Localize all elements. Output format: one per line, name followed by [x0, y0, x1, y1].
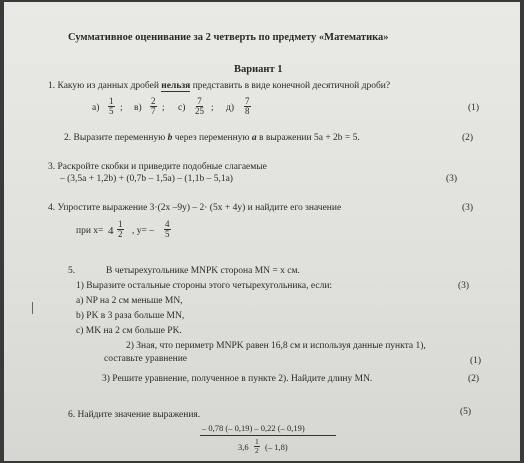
- variant-title: Вариант 1: [234, 64, 283, 75]
- q1-option-b-label: в): [134, 103, 142, 113]
- q1-option-a-fraction: $\frac{1}{5}$: [109, 96, 114, 116]
- q5-item-a: a) NP на 2 см меньше MN,: [76, 296, 183, 306]
- q4-points: (3): [462, 203, 474, 213]
- q1-text: 1. Какую из данных дробей нельзя представить в виде конечной десятичной дроби?: [48, 81, 391, 91]
- q1-option-b-fraction: $\frac{2}{7}$: [151, 96, 156, 116]
- q6-points: (5): [460, 407, 472, 417]
- q6-fraction-bar: [200, 435, 336, 436]
- q4-x-fraction: $\frac{1}{2}$: [118, 219, 123, 239]
- q4-condition-y: , y= –: [132, 226, 154, 236]
- q1-points: (1): [468, 103, 480, 113]
- q5-item-b: b) PK в 3 раза больше MN,: [76, 311, 185, 321]
- q4-x-whole: 4: [108, 225, 114, 237]
- q4-y-fraction: $\frac{4}{5}$: [165, 219, 170, 239]
- q6-text: 6. Найдите значение выражения.: [68, 410, 201, 420]
- q6-denominator-b: (– 1,8): [265, 442, 288, 452]
- q2-points: (2): [462, 133, 474, 143]
- q5-item-c: c) MK на 2 см больше PK.: [76, 326, 182, 336]
- q5-sub2: 2) Зная, что периметр MNPK равен 16,8 см и используя данные пункта 1),: [126, 341, 426, 351]
- q4-condition-x: при x=: [76, 226, 104, 236]
- q6-numerator: – 0,78 (– 0,19) – 0,22 (– 0,19): [202, 423, 305, 433]
- worksheet: Суммативное оценивание за 2 четверть по предмету «Математика» Вариант 1 1. Какую из данных дробей нельзя представить в виде конечной десятичной дроби? а) $\frac{1}{5}$ ; в) $\frac{2}{7}$ ; с) $\frac{7}{25}$ ; д) $\frac{7}{8}$ (1) 2. Выразите переменную b через переменную a в выражении 5a + 2b = 5. (2) 3. Раскройте скобки и приведите подобные слагаемые – (3,5a + 1,2b) + (0,7b – 1,5a) – (1,1b – 5,1a) (3) 4. Упростите выражение 3·(2x –9y) – 2· (5x + 4y) и найдите его значение (3) при x= 4 $\frac{1}{2}$ , y= – $\frac{4}{5}$ 5. В четырехугольнике MNPK сторона MN = x см. 1) Выразите остальные стороны этого четырехугольника, если: (3) a) NP на 2 см меньше MN, b) PK в 3 раза больше MN, c) MK на 2 см больше PK. 2) Зная, что периметр MNPK равен 16,8 см и используя данные пункта 1), составьте уравнение (1) 3) Решите уравнение, полученное в пункте 2). Найдите длину MN. (2) 6. Найдите значение выражения. (5) – 0,78 (– 0,19) – 0,22 (– 0,19) 3,6 $\frac{1}{2}$ (– 1,8): [4, 2, 520, 461]
- page-title: Суммативное оценивание за 2 четверть по предмету «Математика»: [68, 32, 389, 43]
- q5-sub3: 3) Решите уравнение, полученное в пункте 2). Найдите длину MN.: [102, 374, 373, 384]
- q3-points: (3): [446, 174, 458, 184]
- q4-text: 4. Упростите выражение 3·(2x –9y) – 2· (5x + 4y) и найдите его значение: [48, 203, 342, 213]
- q1-option-c-label: с): [178, 103, 186, 113]
- text-cursor-mark: [32, 302, 35, 314]
- q5-sub1-points: (3): [458, 281, 470, 291]
- q1-option-a-label: а): [92, 103, 100, 113]
- q5-sub2-points: (1): [470, 356, 482, 366]
- q3-expression: – (3,5a + 1,2b) + (0,7b – 1,5a) – (1,1b – 5,1a): [60, 174, 233, 184]
- q5-sub3-points: (2): [468, 374, 480, 384]
- q2-text: 2. Выразите переменную b через переменную a в выражении 5a + 2b = 5.: [64, 133, 360, 143]
- q5-sub1: 1) Выразите остальные стороны этого четырехугольника, если:: [76, 281, 333, 291]
- q1-option-c-fraction: $\frac{7}{25}$: [195, 96, 204, 116]
- q5-num: 5.: [68, 266, 76, 276]
- q6-denominator-a: 3,6: [238, 442, 249, 452]
- q1-option-d-label: д): [226, 103, 234, 113]
- q5-text: В четырехугольнике MNPK сторона MN = x см.: [106, 266, 300, 276]
- q3-text: 3. Раскройте скобки и приведите подобные слагаемые: [48, 162, 267, 172]
- q6-denominator-fraction: $\frac{1}{2}$: [255, 437, 259, 455]
- q1-option-d-fraction: $\frac{7}{8}$: [245, 96, 250, 116]
- q5-sub2b: составьте уравнение: [104, 354, 187, 364]
